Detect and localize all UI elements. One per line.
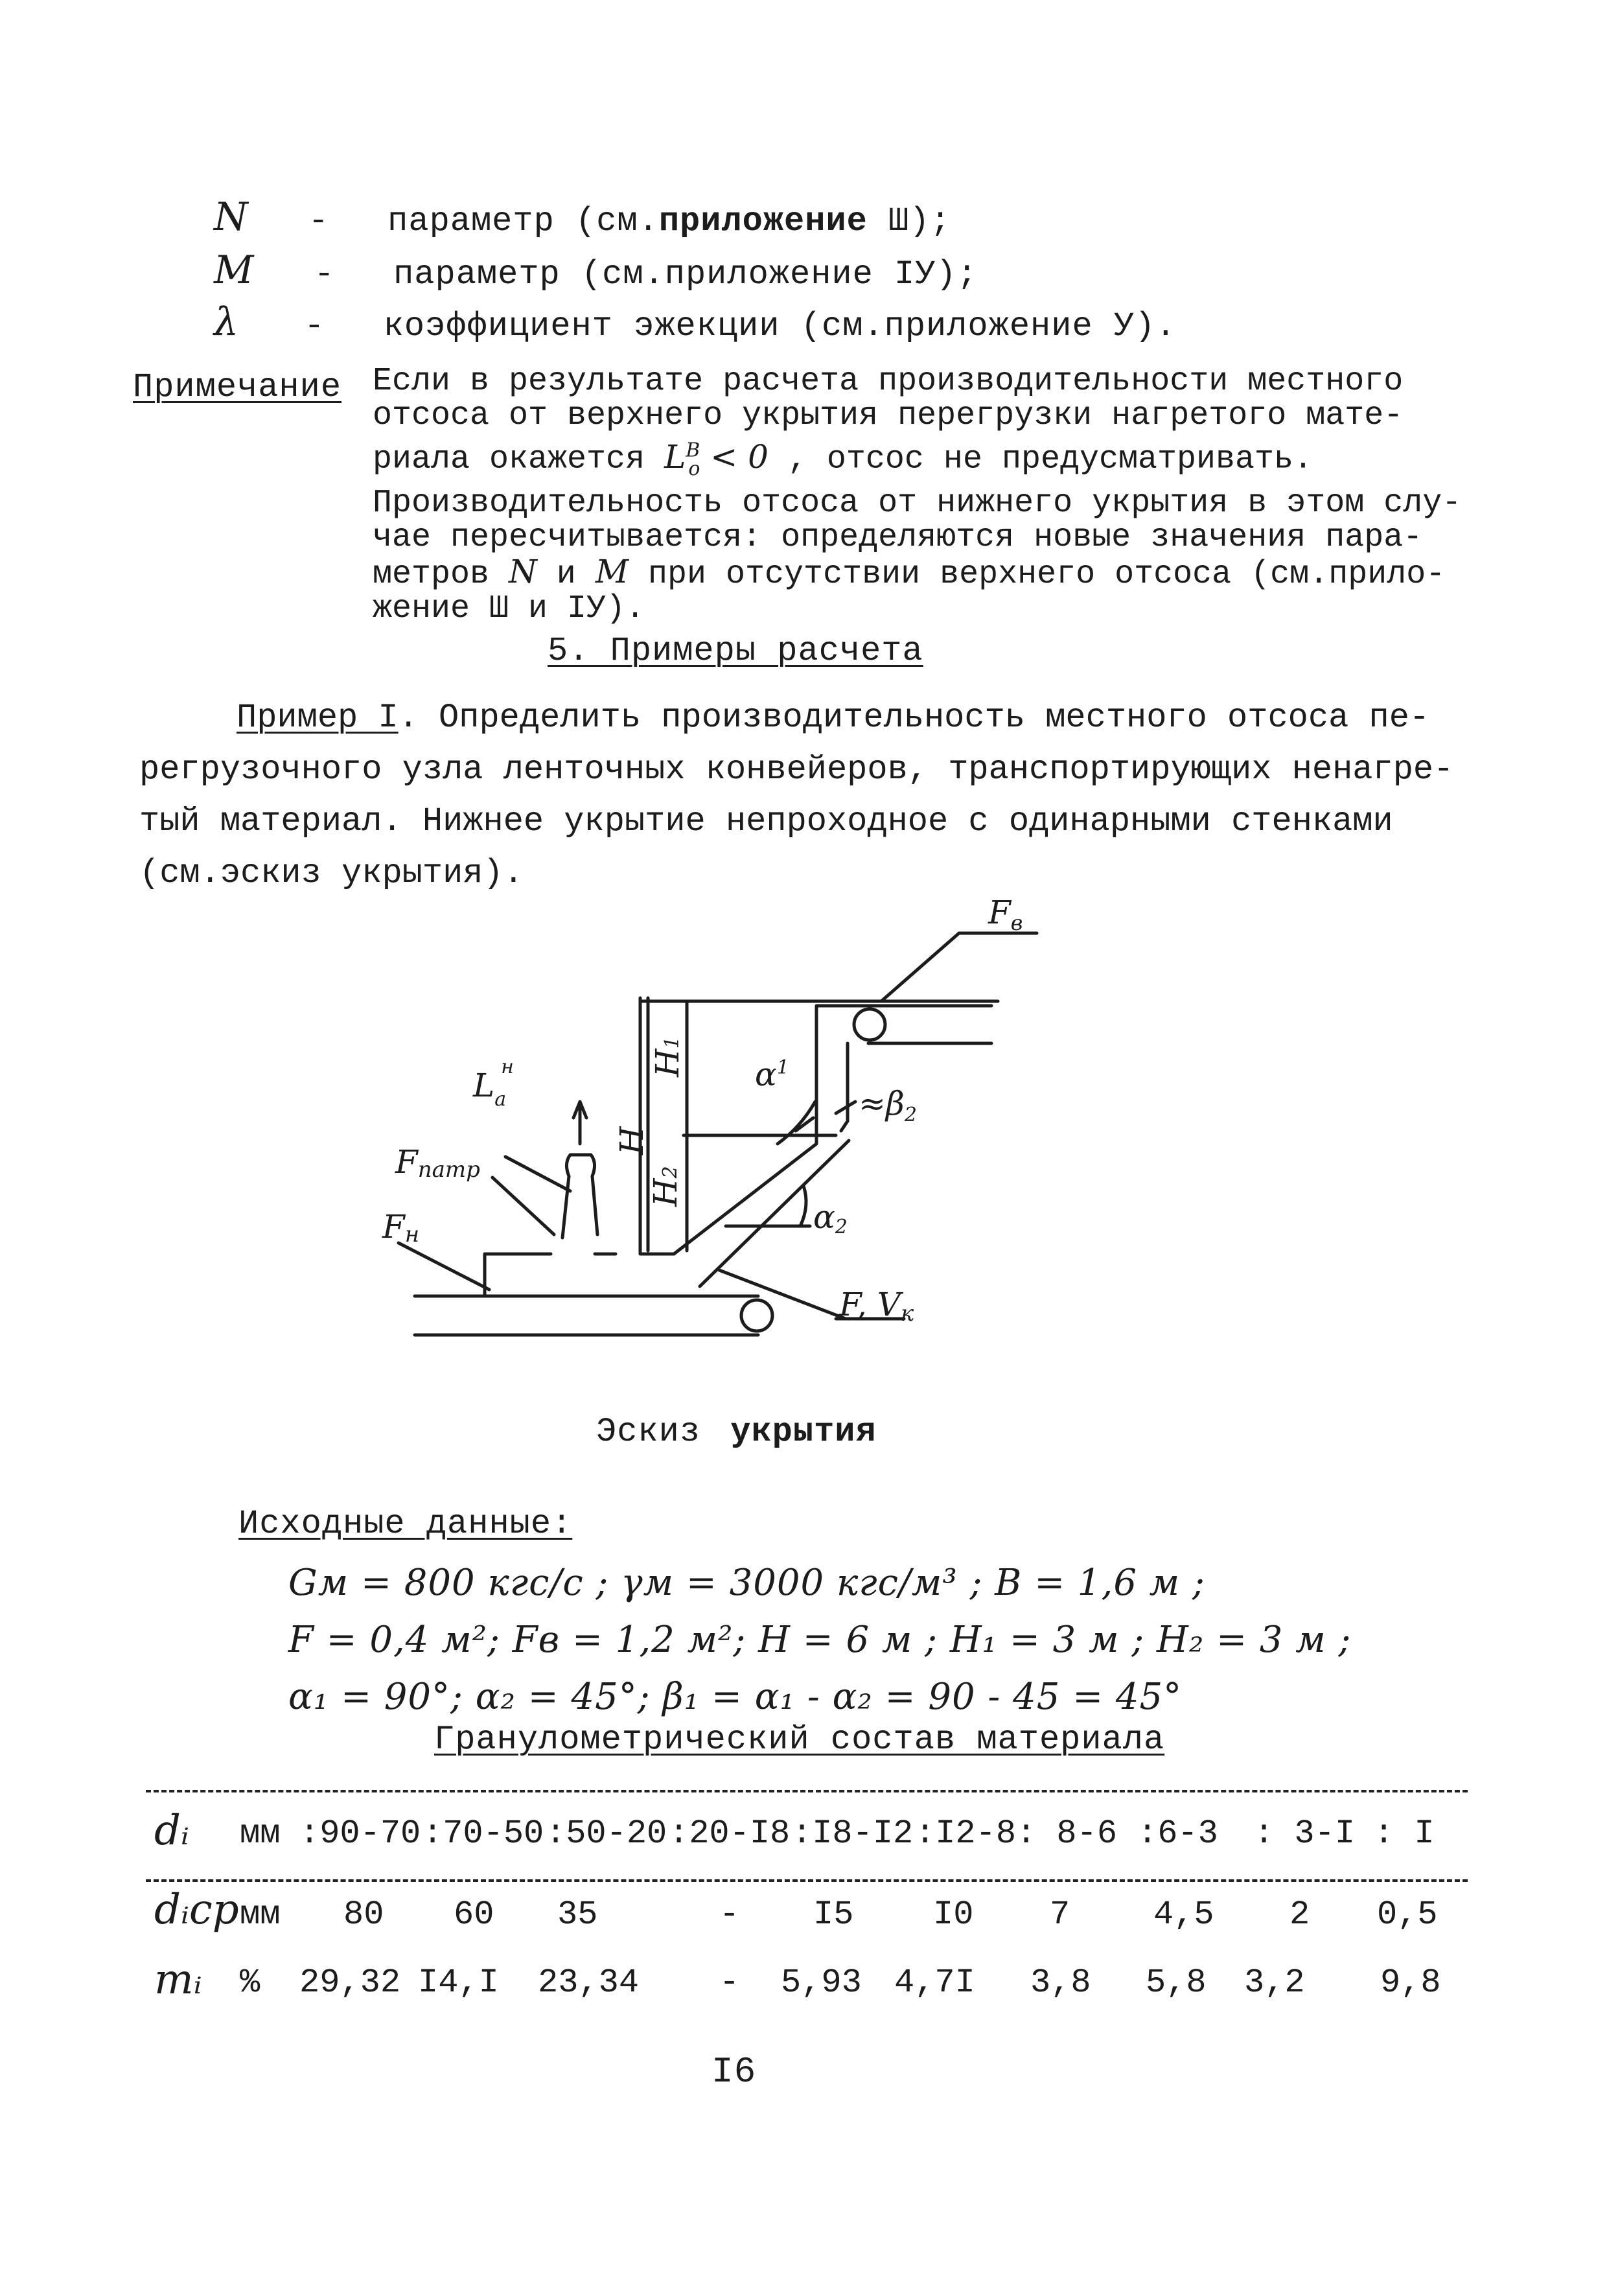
- legend-bold: приложение: [658, 202, 868, 240]
- label-alpha2: α2: [813, 1198, 848, 1238]
- row-unit: мм: [240, 1815, 281, 1853]
- caption-word: Эскиз: [596, 1413, 701, 1451]
- table-cell: :70-50: [422, 1815, 544, 1853]
- table-header-rule: [146, 1879, 1468, 1882]
- label-h: H: [613, 1126, 651, 1155]
- note-line: Производительность отсоса от нижнего укрытия в этом слу-: [373, 484, 1462, 522]
- legend-text: коэффициент эжекции (см.приложение У).: [383, 307, 1177, 345]
- formula-line-3: α₁ = 90°; α₂ = 45°; β₁ = α₁ - α₂ = 90 - 45 = 45°: [288, 1676, 1183, 1718]
- table-cell: 0,5: [1377, 1896, 1438, 1934]
- table-cell: 3,2: [1244, 1964, 1305, 2002]
- symbol-n: N: [509, 552, 537, 590]
- table-cell: : 3-I: [1254, 1815, 1356, 1853]
- note-text: , отсос не предусматривать.: [768, 441, 1313, 478]
- table-cell: -: [719, 1896, 740, 1934]
- example-line: (см.эскиз укрытия).: [139, 854, 524, 892]
- symbol-m: M: [595, 552, 629, 590]
- example-line: тый материал. Нижнее укрытие непроходное с одинарными стенками: [139, 802, 1393, 841]
- table-cell: 80: [343, 1896, 384, 1934]
- formula-line-1: Gм = 800 кгс/с ; γм = 3000 кгс/м³ ; В = 1,6 м ;: [288, 1562, 1205, 1604]
- note-text: и: [537, 555, 595, 593]
- table-cell: 4,7I: [894, 1964, 975, 2002]
- formula-sup: В: [686, 439, 700, 461]
- table-cell: 23,34: [538, 1964, 640, 2002]
- table-cell: I5: [813, 1896, 854, 1934]
- table-cell: 35: [557, 1896, 598, 1934]
- row-unit: %: [240, 1964, 260, 2002]
- label-fpatr: Fпатр: [395, 1143, 480, 1183]
- table-cell: -: [719, 1964, 740, 2002]
- table-cell: : 8-6: [1016, 1815, 1118, 1853]
- table-cell: :I8-I2: [792, 1815, 914, 1853]
- formula-sub: о: [688, 457, 700, 480]
- legend-dash: -: [314, 255, 335, 294]
- symbol-n: N: [214, 194, 249, 240]
- table-cell: 29,32: [299, 1964, 401, 2002]
- formula-line-2: F = 0,4 м²; Fв = 1,2 м²; Н = 6 м ; Н₁ = 3 м ; Н₂ = 3 м ;: [288, 1619, 1352, 1661]
- row-label-dicp: dᵢср: [154, 1886, 239, 1934]
- table-top-rule: [146, 1790, 1468, 1792]
- table-cell: :20-I8: [669, 1815, 791, 1853]
- table-cell: 7: [1050, 1896, 1070, 1934]
- table-cell: I0: [933, 1896, 974, 1934]
- note-line: отсоса от верхнего укрытия перегрузки нагретого мате-: [373, 397, 1404, 434]
- label-h1: H1: [649, 1036, 686, 1077]
- row-label-di: dᵢ: [154, 1807, 189, 1855]
- label-fvk: F, Vк: [839, 1286, 914, 1327]
- page-number: I6: [711, 2051, 757, 2093]
- table-cell: 5,8: [1146, 1964, 1207, 2002]
- symbol-m: M: [214, 248, 255, 293]
- note-text: метров: [373, 555, 509, 593]
- note-line: жение Ш и IУ).: [373, 590, 645, 627]
- legend-dash: -: [308, 202, 329, 240]
- table-cell: 3,8: [1030, 1964, 1091, 2002]
- example-line: регрузочного узла ленточных конвейеров, транспортирующих ненагре-: [139, 750, 1454, 789]
- example-label: Пример I: [237, 699, 399, 737]
- table-cell: :50-20: [546, 1815, 667, 1853]
- label-alpha1: $\alpha^1$: [755, 1056, 789, 1093]
- table-cell: 9,8: [1380, 1964, 1441, 2002]
- label-fb: $F_в$: [988, 894, 1023, 935]
- table-cell: : I: [1374, 1815, 1435, 1853]
- table-cell: :6-3: [1137, 1815, 1218, 1853]
- source-title: Исходные данные:: [238, 1505, 573, 1543]
- legend-dash: -: [304, 307, 325, 345]
- legend-text: параметр (см.приложение IУ);: [393, 255, 978, 294]
- table-cell: 2: [1289, 1896, 1310, 1934]
- table-cell: :I2-8: [915, 1815, 1017, 1853]
- formula-rel: < 0: [700, 437, 769, 476]
- table-cell: 4,5: [1153, 1896, 1214, 1934]
- granulometry-title: Гранулометрический состав материала: [434, 1721, 1165, 1759]
- formula-symbol: L: [664, 437, 686, 476]
- symbol-lambda: λ: [214, 299, 240, 345]
- label-h2: H2: [647, 1166, 684, 1207]
- table-cell: 60: [454, 1896, 494, 1934]
- row-label-mi: mᵢ: [154, 1956, 202, 2004]
- note-line: чае пересчитывается: определяются новые значения пара-: [373, 518, 1423, 556]
- label-beta2: $\approx\beta_2$: [859, 1085, 917, 1126]
- example-text: . Определить производительность местного отсоса пе-: [398, 699, 1430, 737]
- label-fn: Fн: [382, 1208, 420, 1247]
- row-unit: мм: [240, 1896, 281, 1934]
- table-cell: :90-70: [299, 1815, 421, 1853]
- legend-tail: Ш);: [867, 202, 951, 240]
- table-cell: I4,I: [418, 1964, 499, 2002]
- note-line: Если в результате расчета производительности местного: [373, 363, 1404, 400]
- note-text: риала окажется: [373, 441, 665, 478]
- section-title: 5. Примеры расчета: [548, 632, 923, 670]
- table-cell: 5,93: [781, 1964, 862, 2002]
- note-text: при отсутствии верхнего отсоса (см.прило-: [629, 555, 1446, 593]
- caption-word-bold: укрытия: [730, 1413, 877, 1451]
- note-label: Примечание: [133, 368, 342, 406]
- label-la: $L_ан$: [473, 1056, 514, 1111]
- legend-text: параметр (см.: [387, 202, 659, 240]
